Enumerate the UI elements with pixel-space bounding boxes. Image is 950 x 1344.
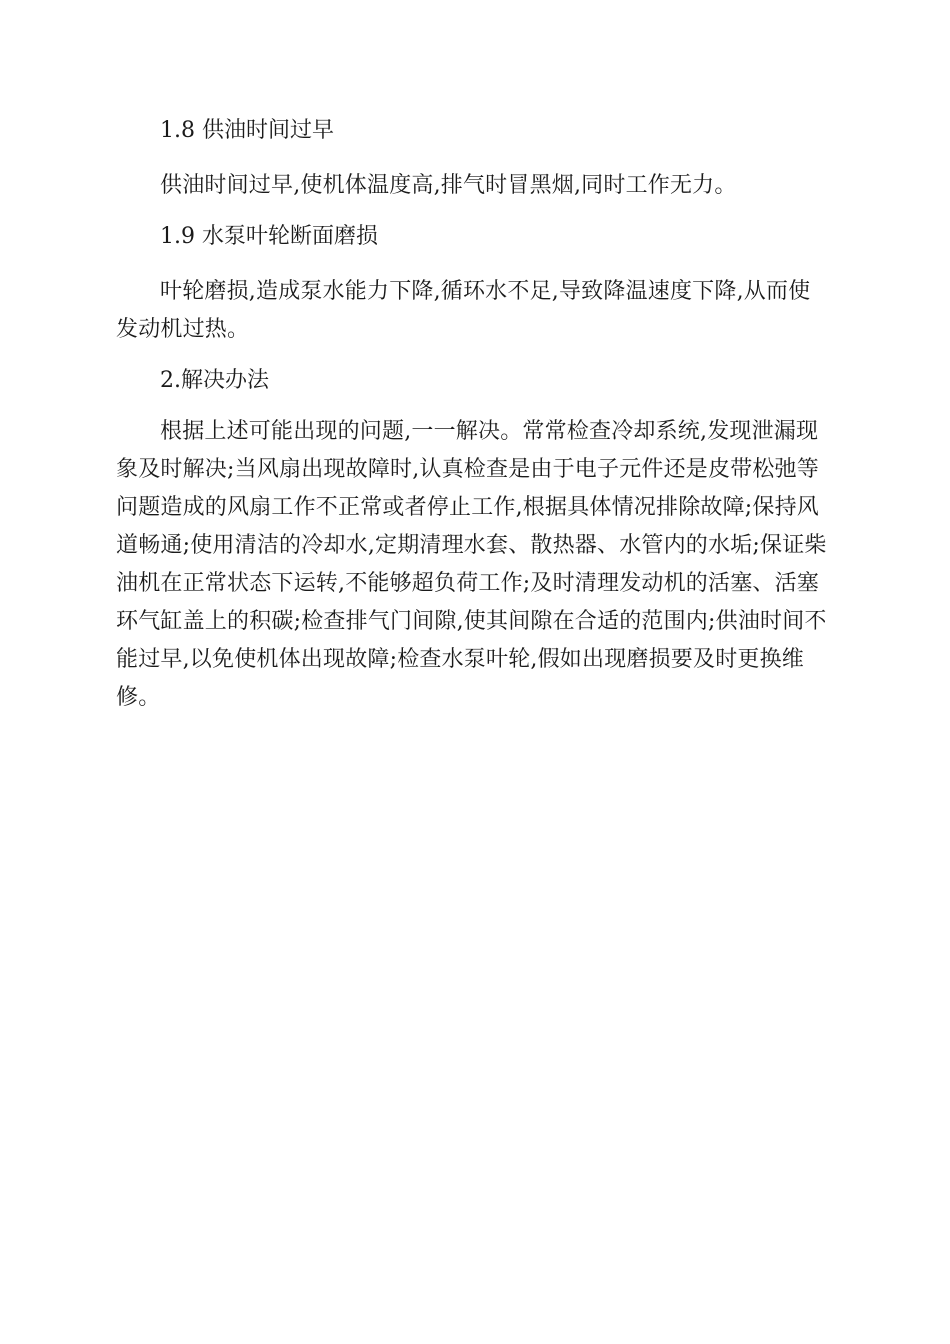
- section-heading-2: 2.解决办法: [160, 368, 269, 393]
- paragraph-early-fuel-supply: 供油时间过早,使机体温度高,排气时冒黑烟,同时工作无力。: [160, 173, 737, 198]
- document-body: [116, 113, 832, 717]
- paragraph-impeller-wear: 叶轮磨损,造成泵水能力下降,循环水不足,导致降温速度下降,从而使发动机过热。: [116, 279, 811, 342]
- paragraph-solutions: 根据上述可能出现的问题,一一解决。常常检查冷却系统,发现泄漏现象及时解决;当风扇出现故障时,认真检查是由于电子元件还是皮带松弛等问题造成的风扇工作不正常或者停止工作,根据具体情况排除故障;保持风道畅通;使用清洁的冷却水,定期清理水套、散热器、水管内的水垢;保证柴油机在正常状态下运转,不能够超负荷工作;及时清理发动机的活塞、活塞环气缸盖上的积碳;检查排气门间隙,使其间隙在合适的范围内;供油时间不能过早,以免使机体出现故障;检查水泵叶轮,假如出现磨损要及时更换维修。: [116, 419, 827, 710]
- section-heading-1-9: 1.9 水泵叶轮断面磨损: [160, 224, 378, 249]
- section-heading-1-8: 1.8 供油时间过早: [160, 118, 334, 143]
